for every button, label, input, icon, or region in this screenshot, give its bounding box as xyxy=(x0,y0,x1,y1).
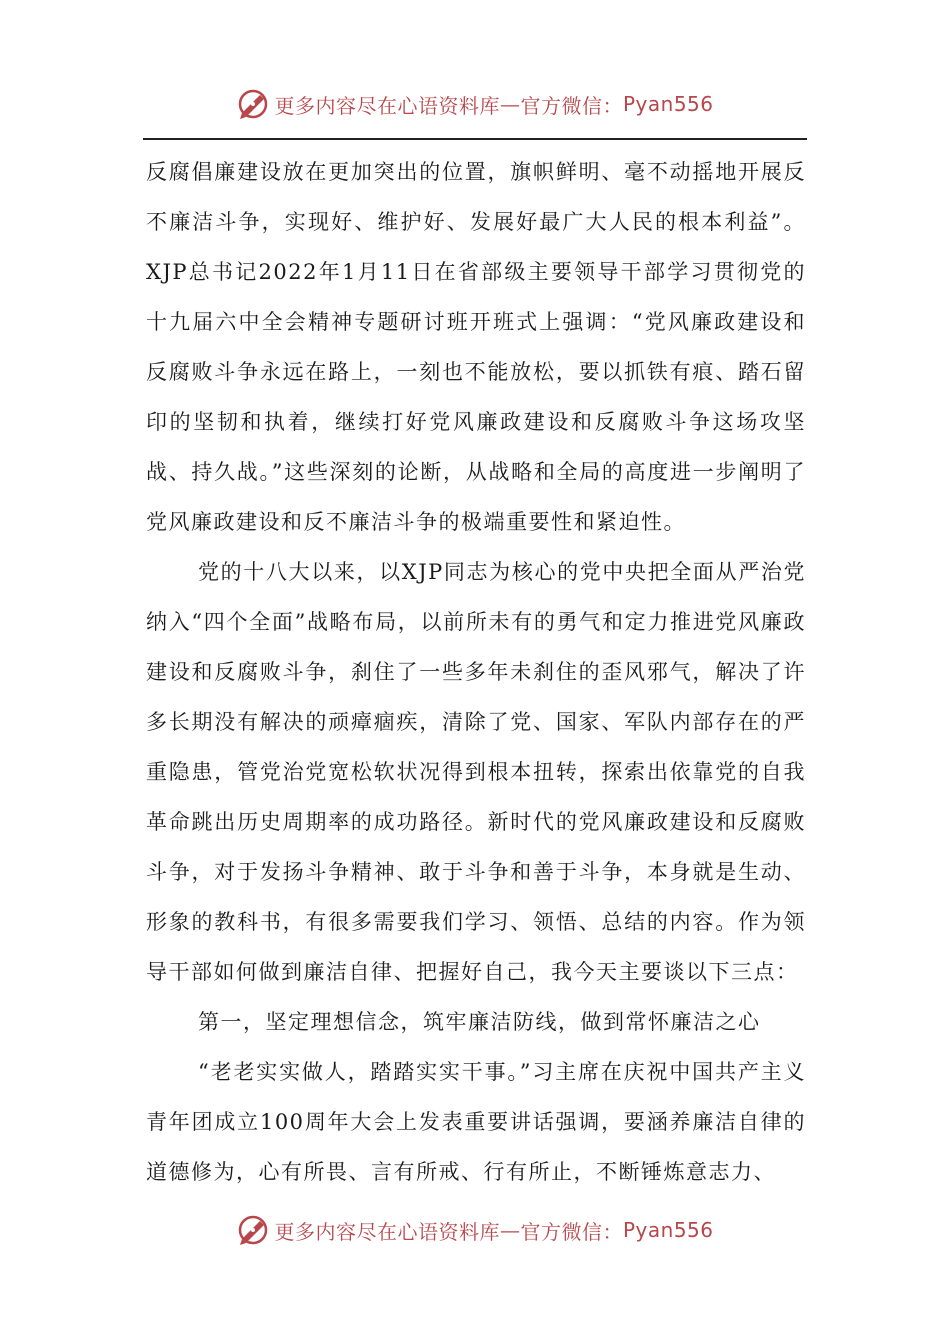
section-heading-first-point: 第一，坚定理想信念，筑牢廉洁防线，做到常怀廉洁之心 xyxy=(198,1010,761,1034)
footer-dash: — xyxy=(499,1218,521,1242)
header-dash: — xyxy=(499,92,521,116)
header-watermark-banner xyxy=(0,84,950,124)
footer-wechat-label: 官方微信： xyxy=(520,1219,623,1244)
footer-watermark-banner xyxy=(0,1210,950,1250)
paragraph-continuation: 反腐倡廉建设放在更加突出的位置，旗帜鲜明、毫不动摇地开展反不廉洁斗争，实现好、维护好、发展好最广大人民的根本利益”。XJP总书记2022年1月11日在省部级主要领导干部学习贯彻党的十九届六中全会精神专题研讨班开班式上强调：“党风廉政建设和反腐败斗争永远在路上，一刻也不能放松，要以抓铁有痕、踏石留印的坚韧和执着，继续打好党风廉政建设和反腐败斗争这场攻坚战、持久战。”这些深刻的论断，从战略和全局的高度进一步阐明了党风廉政建设和反不廉洁斗争的极端重要性和紧迫性。 xyxy=(146,160,806,534)
pen-circle-logo-icon xyxy=(236,1213,270,1247)
header-wechat-label: 官方微信： xyxy=(520,93,623,118)
header-brand-text: 更多内容尽在心语资料库 xyxy=(274,93,500,118)
document-body xyxy=(146,147,806,1197)
header-divider xyxy=(143,138,807,140)
pen-circle-logo-icon xyxy=(236,87,270,121)
footer-wechat-id: Pyan556 xyxy=(622,1218,714,1242)
paragraph-honest-work: “老老实实做人，踏踏实实干事。”习主席在庆祝中国共产主义青年团成立100周年大会上发表重要讲话强调，要涵养廉洁自律的道德修为，心有所畏、言有所戒、行有所止，不断锤炼意志力、 xyxy=(146,1060,806,1184)
footer-brand-text: 更多内容尽在心语资料库 xyxy=(274,1219,500,1244)
header-wechat-id: Pyan556 xyxy=(622,92,714,116)
paragraph-eighteenth-congress: 党的十八大以来，以XJP同志为核心的党中央把全面从严治党纳入“四个全面”战略布局，以前所未有的勇气和定力推进党风廉政建设和反腐败斗争，刹住了一些多年未刹住的歪风邪气，解决了许多长期没有解决的顽瘴痼疾，清除了党、国家、军队内部存在的严重隐患，管党治党宽松软状况得到根本扭转，探索出依靠党的自我革命跳出历史周期率的成功路径。新时代的党风廉政建设和反腐败斗争，对于发扬斗争精神、敢于斗争和善于斗争，本身就是生动、形象的教科书，有很多需要我们学习、领悟、总结的内容。作为领导干部如何做到廉洁自律、把握好自己，我今天主要谈以下三点： xyxy=(146,560,806,984)
